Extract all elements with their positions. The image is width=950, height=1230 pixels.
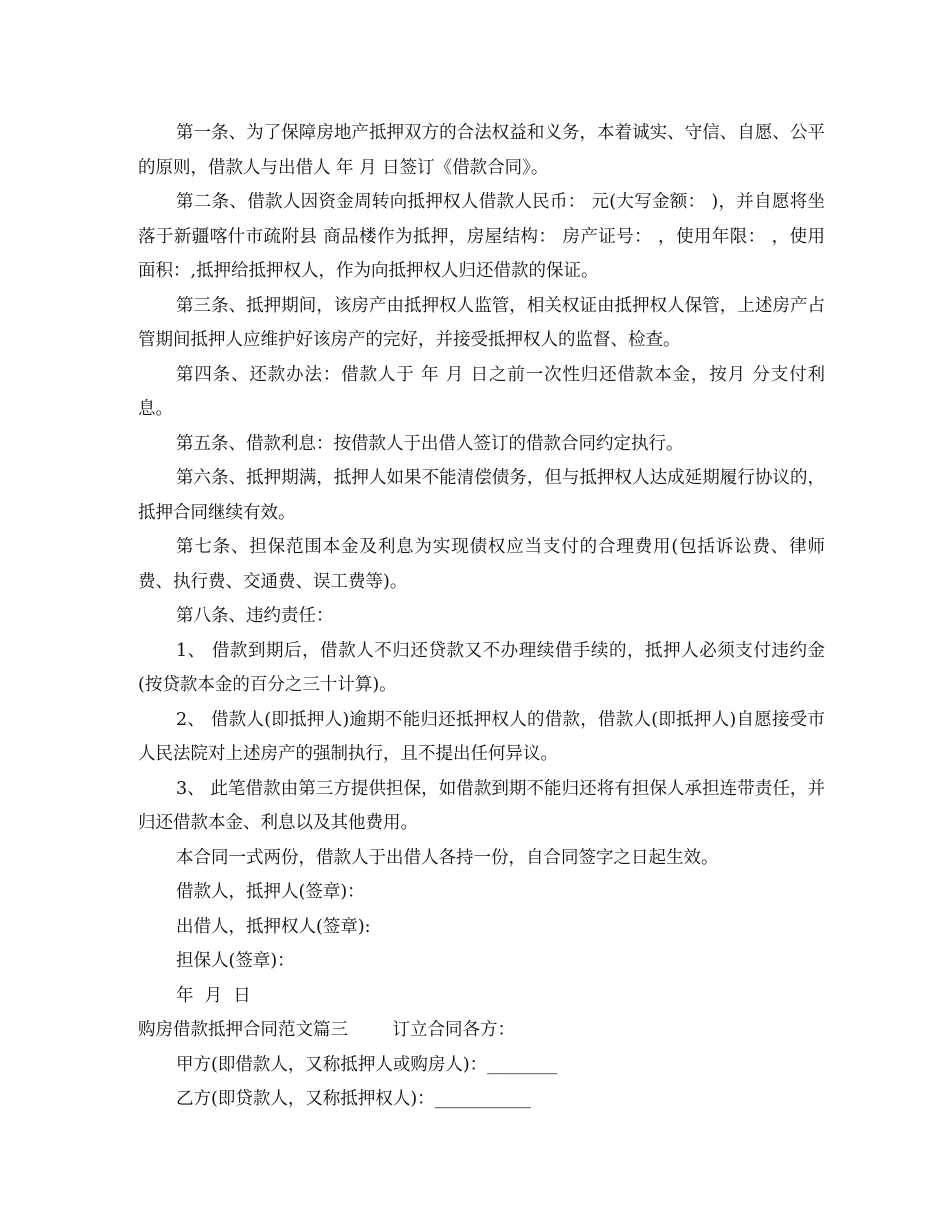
clause-8-heading: 第八条、违约责任： (176, 606, 334, 626)
breach-item-2: 2、 借款人(即抵押人)逾期不能归还抵押权人的借款，借款人(即抵押人)自愿接受市人民法院对上述房产的强制执行，且不提出任何异议。 (138, 709, 825, 764)
signature-date: 年 月 日 (176, 985, 251, 1006)
section-heading: 购房借款抵押合同范文篇三 订立合同各方： (138, 1020, 516, 1040)
clause-1: 第一条、为了保障房地产抵押双方的合法权益和义务，本着诚实、守信、自愿、公平的原则，借款人与出借人 年 月 日签订《借款合同》。 (138, 123, 825, 178)
effectiveness-clause: 本合同一式两份，借款人于出借人各持一份，自合同签字之日起生效。 (176, 847, 719, 868)
clause-6: 第六条、抵押期满，抵押人如果不能清偿债务，但与抵押权人达成延期履行协议的，抵押合同继续有效。 (138, 468, 825, 523)
party-b-line: 乙方(即贷款人，又称抵押权人)：___________ (176, 1089, 531, 1109)
clause-4: 第四条、还款办法：借款人于 年 月 日之前一次性归还借款本金，按月 分支付利息。 (138, 364, 825, 419)
clause-7: 第七条、担保范围本金及利息为实现债权应当支付的合理费用(包括诉讼费、律师费、执行费、交通费、误工费等)。 (138, 537, 825, 592)
lender-signature: 出借人，抵押权人(签章): (176, 916, 371, 937)
breach-item-1: 1、 借款到期后，借款人不归还贷款又不办理续借手续的，抵押人必须支付违约金(按贷款本金的百分之三十计算)。 (138, 640, 825, 695)
borrower-signature: 借款人，抵押人(签章)： (176, 882, 365, 902)
party-a-line: 甲方(即借款人，又称抵押人或购房人)：________ (176, 1054, 558, 1075)
breach-item-3: 3、 此笔借款由第三方提供担保，如借款到期不能归还将有担保人承担连带责任，并归还借款本金、利息以及其他费用。 (138, 778, 825, 833)
clause-3: 第三条、抵押期间，该房产由抵押权人监管，相关权证由抵押权人保管，上述房产占管期间抵押人应维护好该房产的完好，并接受抵押权人的监督、检查。 (138, 295, 825, 350)
clause-5: 第五条、借款利息：按借款人于出借人签订的借款合同约定执行。 (176, 433, 684, 454)
guarantor-signature: 担保人(签章)： (176, 951, 295, 971)
clause-2: 第二条、借款人因资金周转向抵押权人借款人民币： 元(大写金额： )，并自愿将坐落于新疆喀什市疏附县 商品楼作为抵押，房屋结构： 房产证号： ，使用年限： ，使用面积：,抵押给抵押权人，作为向抵押权人归还借款的保证。 (138, 192, 825, 281)
